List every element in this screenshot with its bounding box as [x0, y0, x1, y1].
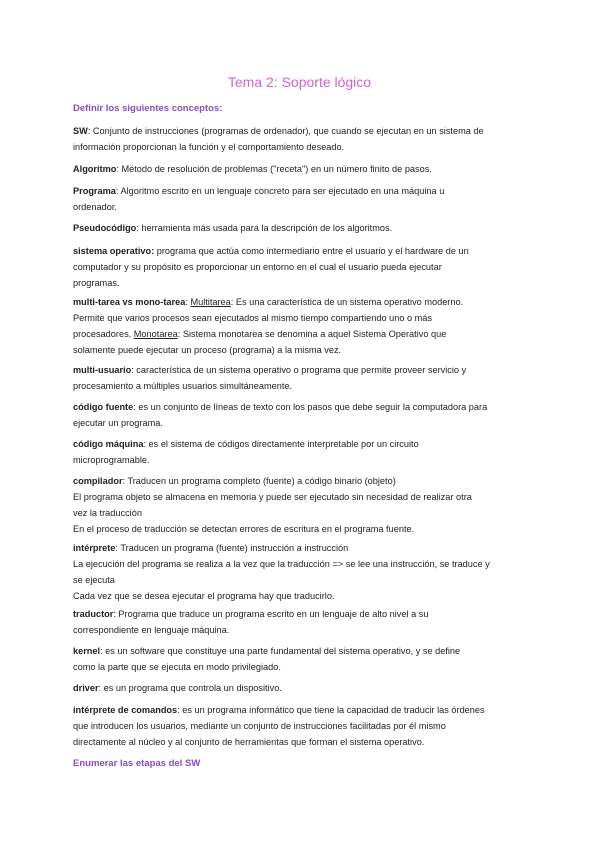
definition-text: : es el sistema de códigos directamente interpretable por un circuito: [143, 439, 419, 449]
section-heading-definitions: Definir los siguientes conceptos:: [73, 103, 223, 114]
term-label: multi-usuario: [73, 365, 132, 375]
term-label: intérprete de comandos: [73, 705, 178, 715]
definition-text: que introducen los usuarios, mediante un conjunto de instrucciones facilitadas por él mismo: [73, 721, 446, 731]
definition-sw: [73, 123, 528, 155]
definition-text: procesadores.: [73, 329, 134, 339]
term-label: kernel: [73, 646, 101, 656]
definition-text: Cada vez que se desea ejecutar el programa hay que traducirlo.: [73, 591, 335, 601]
definition-text: : Programa que traduce un programa escrito en un lenguaje de alto nivel a su: [113, 609, 429, 619]
definition-interprete: [73, 540, 528, 604]
term-label: Pseudocódigo: [73, 223, 137, 233]
definition-text: : Es una característica de un sistema operativo moderno.: [230, 297, 464, 307]
definition-text: : es un conjunto de líneas de texto con los pasos que debe seguir la computadora para: [133, 402, 488, 412]
separator: :: [185, 297, 191, 307]
term-label: SW: [73, 126, 88, 136]
definition-text: ordenador.: [73, 202, 117, 212]
term-label: código fuente: [73, 402, 134, 412]
definition-pseudocodigo: [73, 220, 528, 236]
definition-driver: [73, 680, 528, 696]
definition-text: se ejecuta: [73, 575, 115, 585]
term-label: multi-tarea vs mono-tarea: [73, 297, 186, 307]
definition-text: El programa objeto se almacena en memoria y puede ser ejecutado sin necesidad de realizar otra: [73, 492, 472, 502]
definition-text: Permite que varios procesos sean ejecutados al mismo tiempo compartiendo uno o más: [73, 313, 433, 323]
definition-text: : Traducen un programa completo (fuente) a código binario (objeto): [122, 476, 396, 486]
term-label: compilador: [73, 476, 123, 486]
definition-programa: [73, 183, 528, 215]
definition-text: : Conjunto de instrucciones (programas de ordenador), que cuando se ejecutan en un sistema de: [87, 126, 484, 136]
definition-text: : es un software que constituye una parte fundamental del sistema operativo, y se define: [100, 646, 461, 656]
term-label: traductor: [73, 609, 114, 619]
definition-text: computador y su propósito es proporcionar un entorno en el cual el usuario pueda ejecutar: [73, 262, 442, 272]
definition-traductor: [73, 606, 528, 638]
definition-text: : herramienta más usada para la descripción de los algoritmos.: [136, 223, 393, 233]
definition-text: : Sistema monotarea se denomina a aquel Sistema Operativo que: [177, 329, 447, 339]
definition-text: información proporcionan la función y el comportamiento deseado.: [73, 142, 345, 152]
term-label: sistema operativo:: [73, 246, 155, 256]
definition-text: solamente puede ejecutar un proceso (programa) a la misma vez.: [73, 345, 342, 355]
definition-text: La ejecución del programa se realiza a la vez que la traducción => se lee una instrucción, se traduce y: [73, 559, 490, 569]
definition-text: programas.: [73, 278, 120, 288]
section-heading-etapas: Enumerar las etapas del SW: [73, 758, 201, 769]
definition-text: vez la traducción: [73, 508, 142, 518]
subterm-monotarea: Monotarea: [133, 329, 178, 339]
definition-text: microprogramable.: [73, 455, 150, 465]
definition-kernel: [73, 643, 528, 675]
definition-codigo-maquina: [73, 436, 528, 468]
definition-text: : Traducen un programa (fuente) instrucción a instrucción: [115, 543, 349, 553]
page-title: Tema 2: Soporte lógico: [227, 74, 372, 90]
definition-text: : es un programa que controla un dispositivo.: [98, 683, 282, 693]
definition-text: ejecutar un programa.: [73, 418, 163, 428]
definition-text: : es un programa informático que tiene la capacidad de traducir las órdenes: [177, 705, 485, 715]
definition-text: : característica de un sistema operativo o programa que permite proveer servicio y: [131, 365, 467, 375]
definition-text: programa que actúa como intermediario entre el usuario y el hardware de un: [154, 246, 469, 256]
definition-interprete-comandos: [73, 702, 528, 750]
definition-text: En el proceso de traducción se detectan errores de escritura en el programa fuente.: [73, 524, 415, 534]
definition-text: como la parte que se ejecuta en modo privilegiado.: [73, 662, 281, 672]
definition-text: procesamiento a múltiples usuarios simultáneamente.: [73, 381, 293, 391]
definition-multitarea: [73, 294, 528, 358]
definition-text: : Método de resolución de problemas ("receta") en un número finito de pasos.: [116, 164, 432, 174]
term-label: intérprete: [73, 543, 116, 553]
term-label: driver: [73, 683, 99, 693]
definition-text: directamente al núcleo y al conjunto de herramientas que forman el sistema operativo.: [73, 737, 425, 747]
definition-compilador: [73, 473, 528, 537]
definition-sistema-operativo: [73, 243, 528, 291]
subterm-multitarea: Multitarea: [190, 297, 231, 307]
term-label: código máquina: [73, 439, 144, 449]
definition-text: correspondiente en lenguaje máquina.: [73, 625, 230, 635]
definition-text: : Algoritmo escrito en un lenguaje concreto para ser ejecutado en una máquina u: [115, 186, 445, 196]
definition-algoritmo: [73, 161, 528, 177]
definition-codigo-fuente: [73, 399, 528, 431]
term-label: Programa: [73, 186, 116, 196]
definition-multiusuario: [73, 362, 528, 394]
term-label: Algoritmo: [73, 164, 117, 174]
